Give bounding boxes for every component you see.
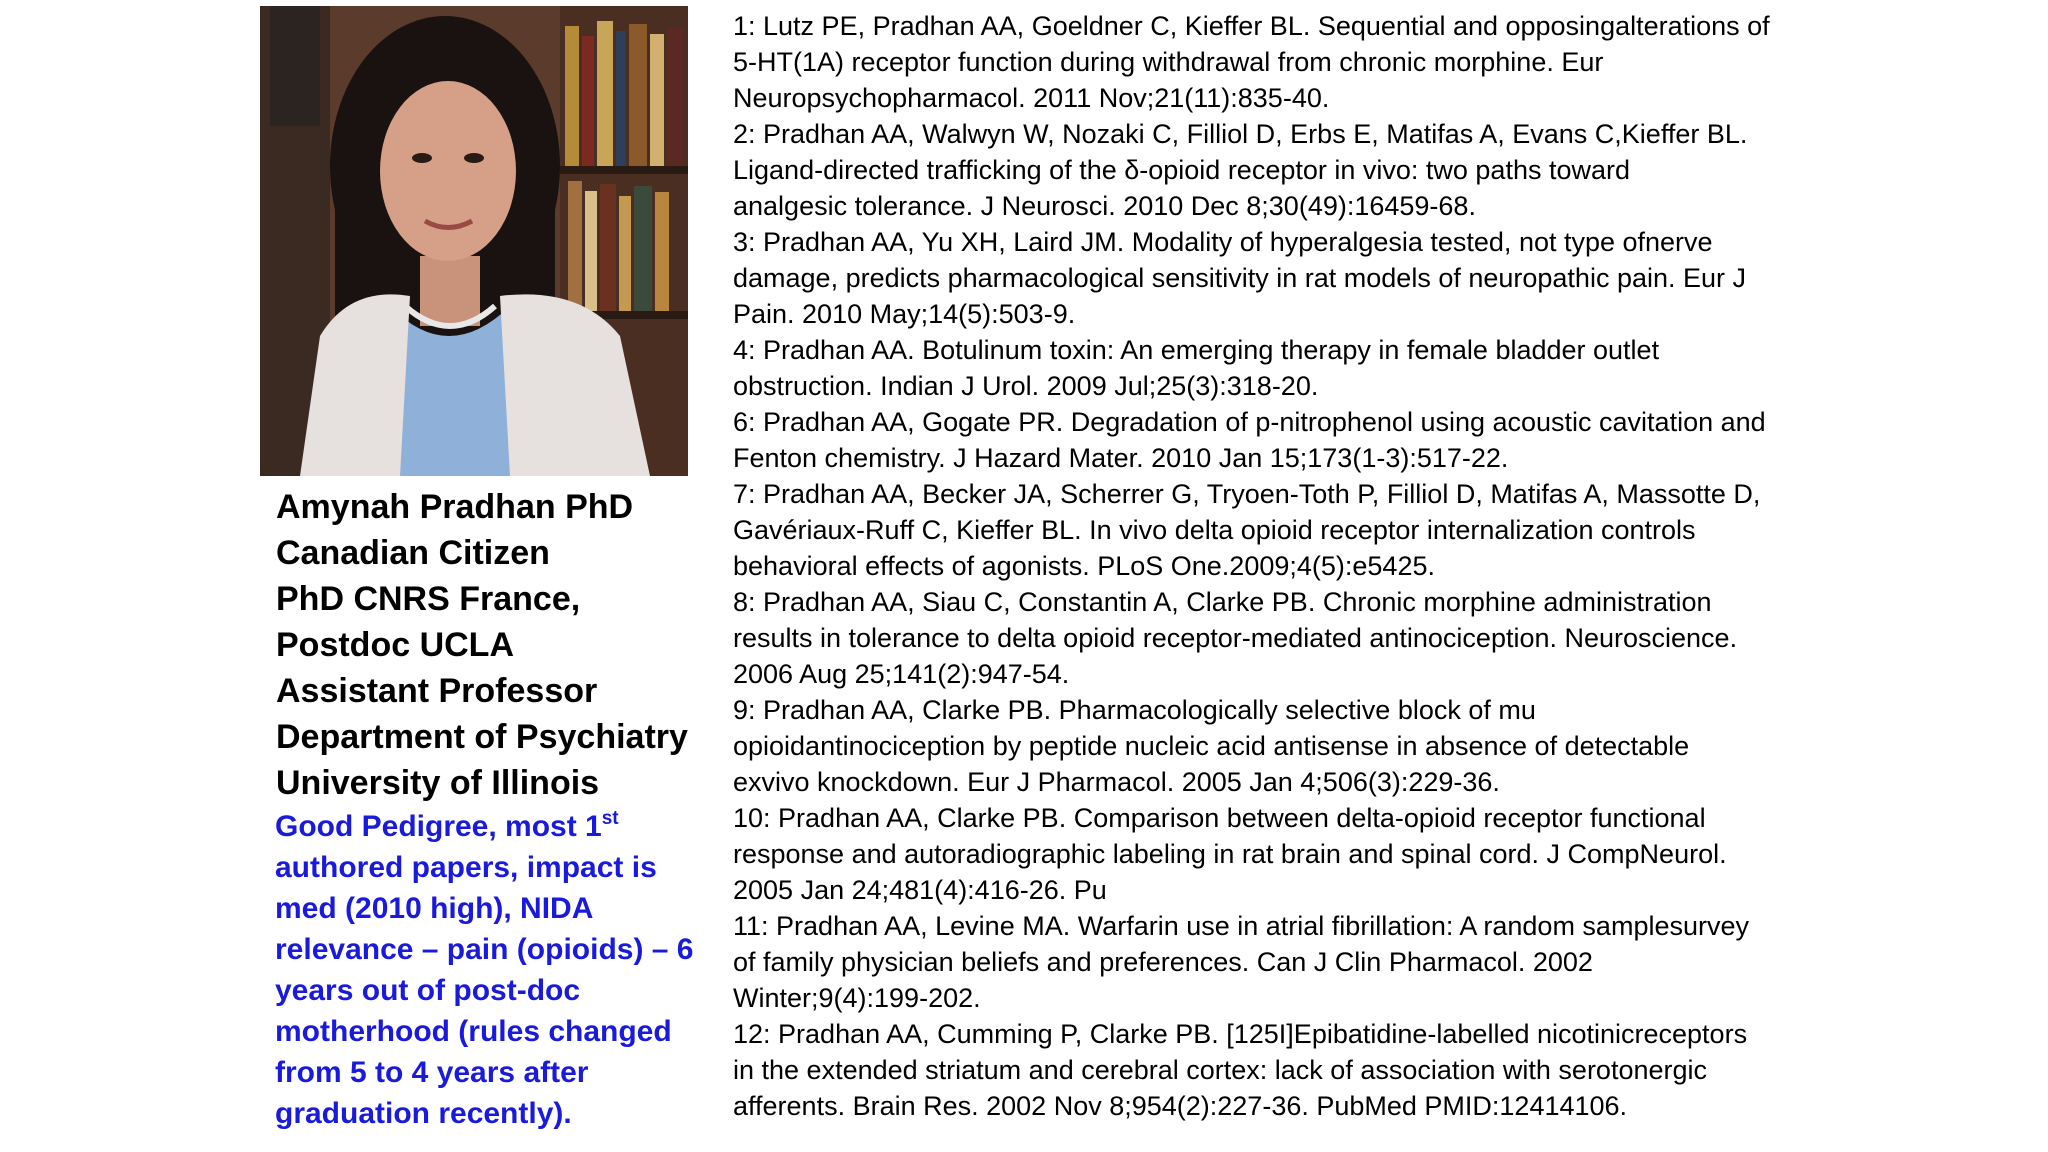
reference-item: 9: Pradhan AA, Clarke PB. Pharmacologically selective block of mu opioidantinociception by peptide nucleic acid antisense in absence of detectable exvivo knockdown. Eur J Pharmacol. 2005 Jan 4;506(3):229-36.	[733, 695, 1690, 797]
note-superscript: st	[601, 808, 619, 829]
bio-name: Amynah Pradhan PhD	[276, 488, 634, 526]
reference-item: 11: Pradhan AA, Levine MA. Warfarin use in atrial fibrillation: A random samplesurvey of family physician beliefs and preferences. Can J Clin Pharmacol. 2002 Winter;9(4):199-202.	[733, 911, 1749, 1013]
evaluation-note	[275, 806, 715, 1134]
reference-item: 1: Lutz PE, Pradhan AA, Goeldner C, Kieffer BL. Sequential and opposingalterations of 5-HT(1A) receptor function during withdrawal from chronic morphine. Eur Neuropsychopharmacol. 2011 Nov;21(11):835-40.	[733, 11, 1770, 113]
bio-phd: PhD CNRS France,	[276, 580, 581, 618]
reference-item: 10: Pradhan AA, Clarke PB. Comparison between delta-opioid receptor functional response and autoradiographic labeling in rat brain and spinal cord. J CompNeurol. 2005 Jan 24;481(4):416-26. Pu	[733, 803, 1727, 905]
reference-item: 6: Pradhan AA, Gogate PR. Degradation of p-nitrophenol using acoustic cavitation and Fenton chemistry. J Hazard Mater. 2010 Jan 15;173(1-3):517-22.	[733, 407, 1766, 473]
reference-item: 8: Pradhan AA, Siau C, Constantin A, Clarke PB. Chronic morphine administration results in tolerance to delta opioid receptor-mediated antinociception. Neuroscience. 2006 Aug 25;141(2):947-54.	[733, 587, 1738, 689]
note-text-rest: authored papers, impact is med (2010 high), NIDA relevance – pain (opioids) – 6 years out of post-doc motherhood (rules changed from 5 to 4 years after graduation recently).	[275, 851, 694, 1130]
bio-citizenship: Canadian Citizen	[276, 534, 550, 572]
bio-department: Department of Psychiatry	[276, 718, 688, 756]
reference-item: 12: Pradhan AA, Cumming P, Clarke PB. [125I]Epibatidine-labelled nicotinicreceptors in the extended striatum and cerebral cortex: lack of association with serotonergic afferents. Brain Res. 2002 Nov 8;954(2):227-36. PubMed PMID:12414106.	[733, 1019, 1748, 1121]
bio-block	[276, 484, 706, 806]
reference-item: 4: Pradhan AA. Botulinum toxin: An emerging therapy in female bladder outlet obstruction. Indian J Urol. 2009 Jul;25(3):318-20.	[733, 335, 1660, 401]
reference-list	[733, 8, 1793, 1124]
note-text-start: Good Pedigree, most 1	[275, 810, 602, 843]
bio-university: University of Illinois	[276, 764, 600, 802]
bio-title: Assistant Professor	[276, 672, 598, 710]
reference-item: 7: Pradhan AA, Becker JA, Scherrer G, Tryoen-Toth P, Filliol D, Matifas A, Massotte D, Gavériaux-Ruff C, Kieffer BL. In vivo delta opioid receptor internalization controls behavioral effects of agonists. PLoS One.2009;4(5):e5425.	[733, 479, 1761, 581]
reference-item: 2: Pradhan AA, Walwyn W, Nozaki C, Filliol D, Erbs E, Matifas A, Evans C,Kieffer BL. Ligand-directed trafficking of the δ-opioid receptor in vivo: two paths toward analgesic tolerance. J Neurosci. 2010 Dec 8;30(49):16459-68.	[733, 119, 1748, 221]
reference-item: 3: Pradhan AA, Yu XH, Laird JM. Modality of hyperalgesia tested, not type ofnerve damage, predicts pharmacological sensitivity in rat models of neuropathic pain. Eur J Pain. 2010 May;14(5):503-9.	[733, 227, 1747, 329]
bio-postdoc: Postdoc UCLA	[276, 626, 514, 664]
portrait-photo	[260, 6, 688, 476]
portrait-illustration	[260, 6, 688, 476]
